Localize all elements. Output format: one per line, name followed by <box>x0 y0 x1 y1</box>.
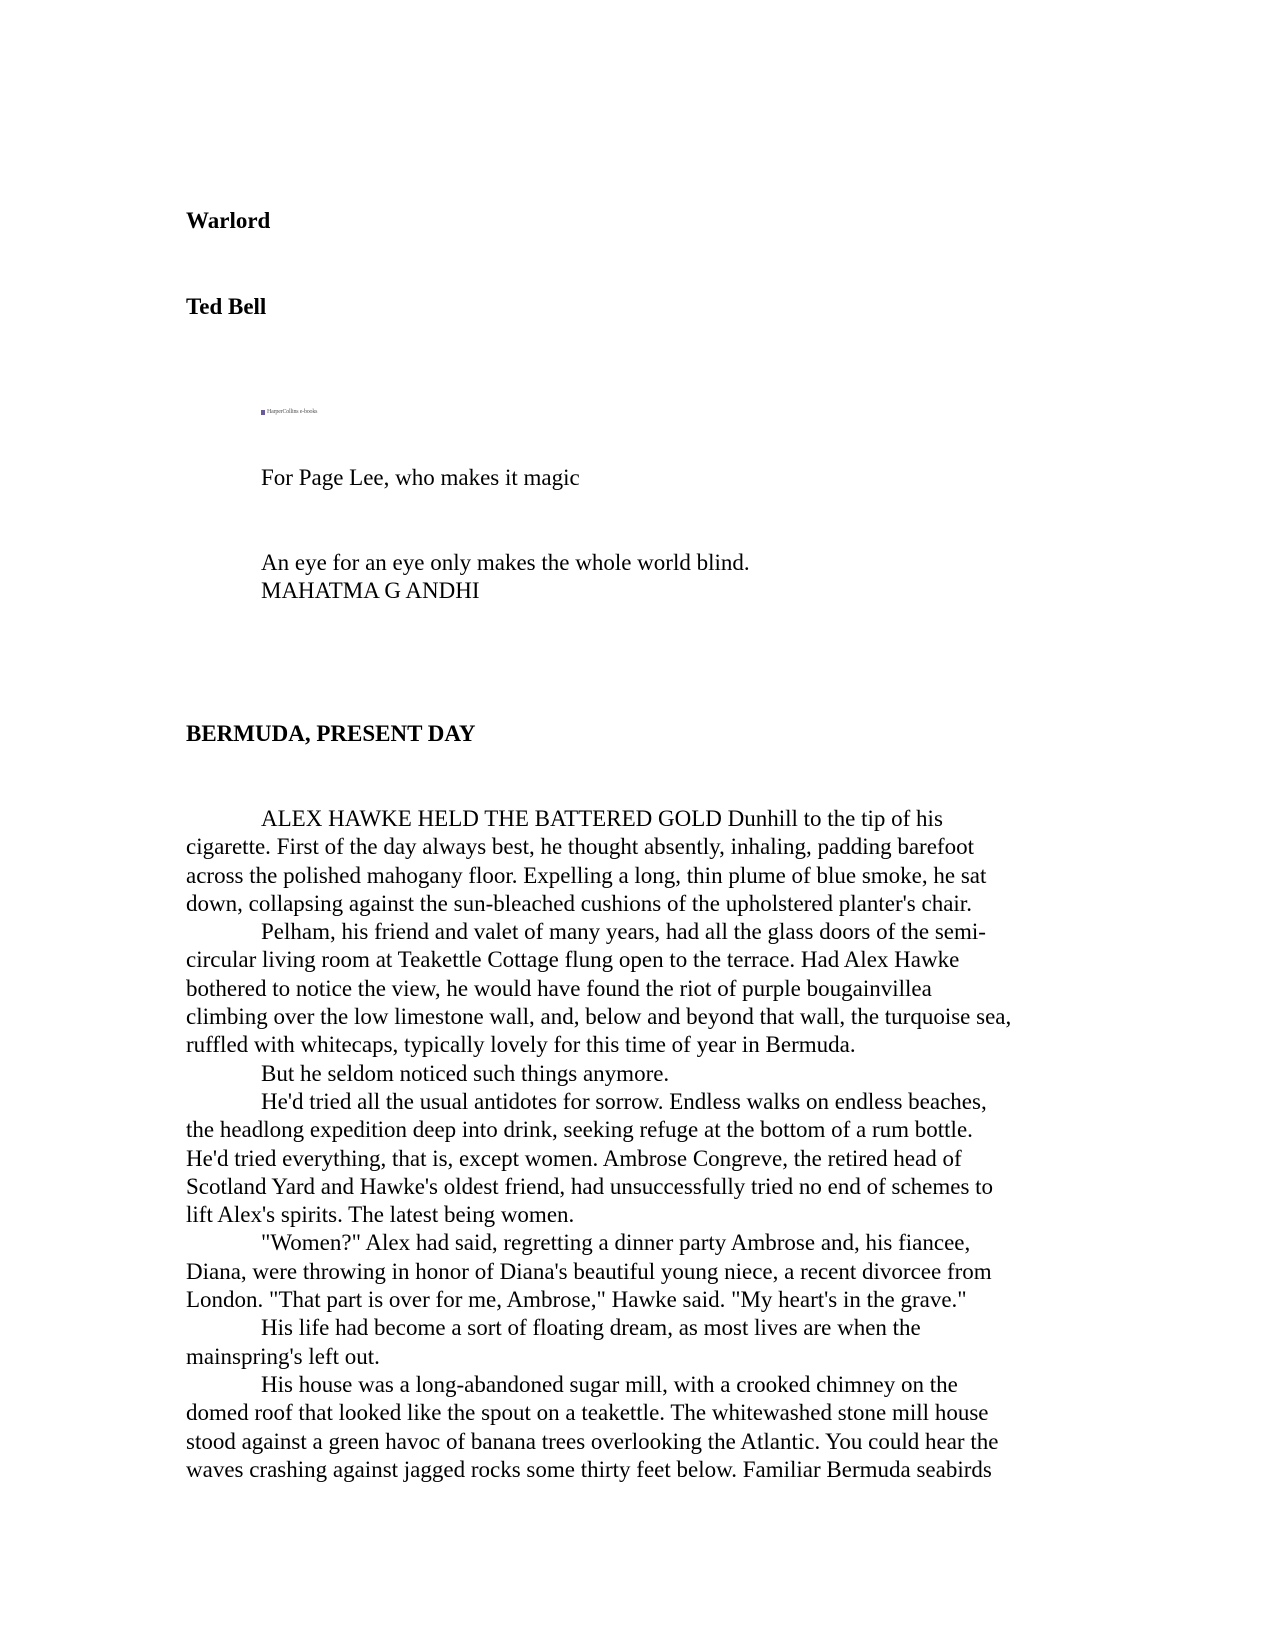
body-line: stood against a green havoc of banana trees overlooking the Atlantic. You could hear the <box>186 1428 999 1454</box>
body-line: down, collapsing against the sun-bleached cushions of the upholstered planter's chair. <box>186 890 972 916</box>
book-title: Warlord <box>186 208 271 233</box>
body-line: circular living room at Teakettle Cottage flung open to the terrace. Had Alex Hawke <box>186 947 960 973</box>
dedication: For Page Lee, who makes it magic <box>261 465 580 490</box>
body-line: London. "That part is over for me, Ambrose," Hawke said. "My heart's in the grave." <box>186 1287 967 1313</box>
publisher-logo-text: HarperCollins e-books <box>267 409 318 415</box>
body-text <box>186 805 1086 1484</box>
body-line: His life had become a sort of floating dream, as most lives are when the <box>261 1315 921 1341</box>
epigraph-attribution: MAHATMA G ANDHI <box>261 578 480 603</box>
body-line: lift Alex's spirits. The latest being women. <box>186 1202 575 1228</box>
body-line: domed roof that looked like the spout on a teakettle. The whitewashed stone mill house <box>186 1400 989 1426</box>
publisher-logo <box>261 407 317 417</box>
body-line: across the polished mahogany floor. Expelling a long, thin plume of blue smoke, he sat <box>186 862 987 888</box>
epigraph-quote: An eye for an eye only makes the whole world blind. <box>261 550 750 575</box>
body-line: But he seldom noticed such things anymore. <box>261 1060 670 1086</box>
book-author: Ted Bell <box>186 294 267 319</box>
publisher-logo-icon <box>261 410 265 415</box>
body-line: Diana, were throwing in honor of Diana's beautiful young niece, a recent divorcee from <box>186 1258 992 1284</box>
body-line: bothered to notice the view, he would have found the riot of purple bougainvillea <box>186 975 932 1001</box>
body-line: "Women?" Alex had said, regretting a dinner party Ambrose and, his fiancee, <box>261 1230 971 1256</box>
epigraph <box>261 549 750 605</box>
body-line: the headlong expedition deep into drink, seeking refuge at the bottom of a rum bottle. <box>186 1117 973 1143</box>
body-line: ruffled with whitecaps, typically lovely for this time of year in Bermuda. <box>186 1032 856 1058</box>
body-line: Pelham, his friend and valet of many years, had all the glass doors of the semi- <box>261 919 986 945</box>
body-line: mainspring's left out. <box>186 1343 380 1369</box>
section-heading: BERMUDA, PRESENT DAY <box>186 721 476 746</box>
body-line: cigarette. First of the day always best, he thought absently, inhaling, padding barefoot <box>186 834 974 860</box>
body-line: Scotland Yard and Hawke's oldest friend, had unsuccessfully tried no end of schemes to <box>186 1173 994 1199</box>
body-line: His house was a long-abandoned sugar mill, with a crooked chimney on the <box>261 1371 958 1397</box>
body-line: ALEX HAWKE HELD THE BATTERED GOLD Dunhill to the tip of his <box>261 806 943 831</box>
body-line: climbing over the low limestone wall, and, below and beyond that wall, the turquoise sea, <box>186 1004 1012 1030</box>
body-line: He'd tried everything, that is, except women. Ambrose Congreve, the retired head of <box>186 1145 962 1171</box>
body-line: waves crashing against jagged rocks some thirty feet below. Familiar Bermuda seabirds <box>186 1456 992 1482</box>
body-line: He'd tried all the usual antidotes for sorrow. Endless walks on endless beaches, <box>261 1088 987 1114</box>
